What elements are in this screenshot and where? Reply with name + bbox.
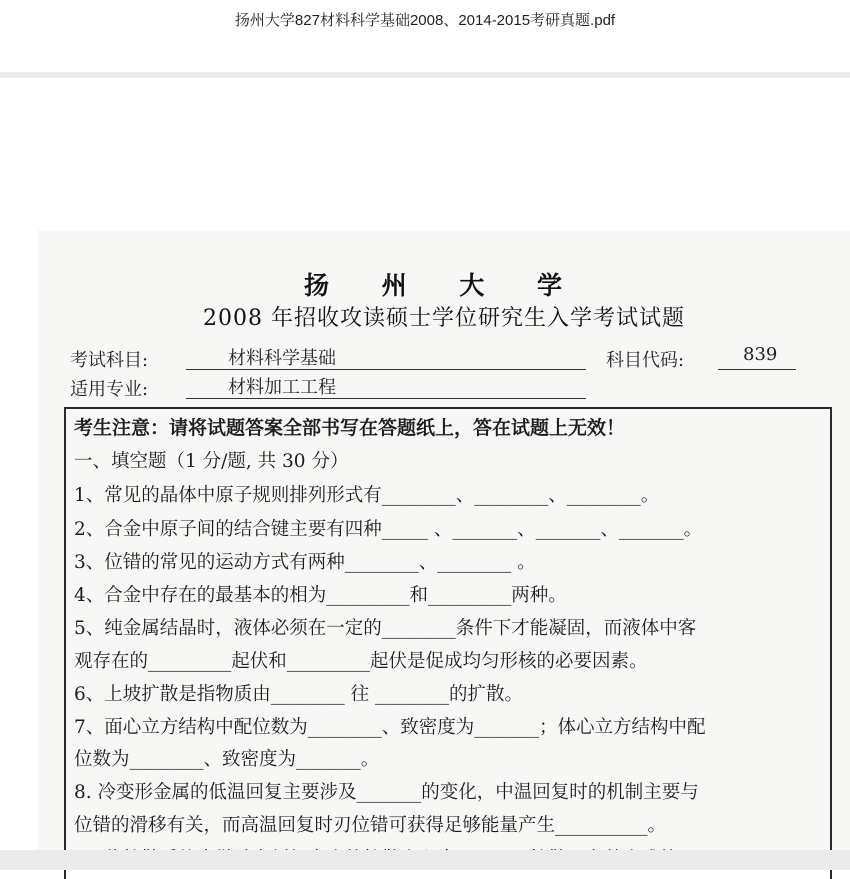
file-name: 扬州大学827材料科学基础2008、2014-2015考研真题.pdf [234,12,616,29]
code-label: 科目代码: [606,350,685,371]
question-line: 1、常见的晶体中原子规则排列形式有________、________、________。 [74,485,660,506]
major-underline [186,398,586,399]
code-underline [718,369,796,370]
subject-label: 考试科目: [70,350,149,371]
question-line: 4、合金中存在的最基本的相为_________和_________两种。 [74,585,567,606]
question-line: 8. 冷变形金属的低温回复主要涉及_______的变化，中温回复时的机制主要与 [74,782,699,803]
question-line: 7、面心立方结构中配位数为________、致密度为_______；体心立方结构中配 [74,717,706,738]
notice: 考生注意：请将试题答案全部书写在答题纸上，答在试题上无效！ [74,417,626,439]
scanned-page [38,230,850,870]
question-line: 5、纯金属结晶时，液体必须在一定的________条件下才能凝固，而液体中客 [74,618,697,639]
subject-value: 材料科学基础 [228,348,336,369]
subject-underline [186,369,586,370]
bottom-bar [0,850,850,870]
code-value: 839 [743,344,778,365]
title-bar [0,0,850,72]
section-heading: 一、填空题（1 分/题, 共 30 分） [74,451,349,472]
question-line: 6、上坡扩散是指物质由________ 往 ________的扩散。 [74,684,524,705]
question-line: 位数为________、致密度为_______。 [74,749,380,770]
major-value: 材料加工工程 [228,377,336,398]
exam-title: 2008 年招收攻读硕士学位研究生入学考试试题 [203,306,685,331]
question-line: 观存在的_________起伏和_________起伏是促成均匀形核的必要因素。 [74,651,648,672]
university-name: 扬 州 大 学 [303,271,585,300]
question-line: 3、位错的常见的运动方式有两种________、________ 。 [74,552,536,573]
major-label: 适用专业: [70,379,149,400]
pdf-viewer[interactable] [0,78,850,850]
question-line: 位错的滑移有关，而高温回复时刃位错可获得足够能量产生__________。 [74,815,667,836]
question-box [64,407,832,879]
question-line: 2、合金中原子间的结合键主要有四种_____ 、_______、_______、_______。 [74,519,703,540]
